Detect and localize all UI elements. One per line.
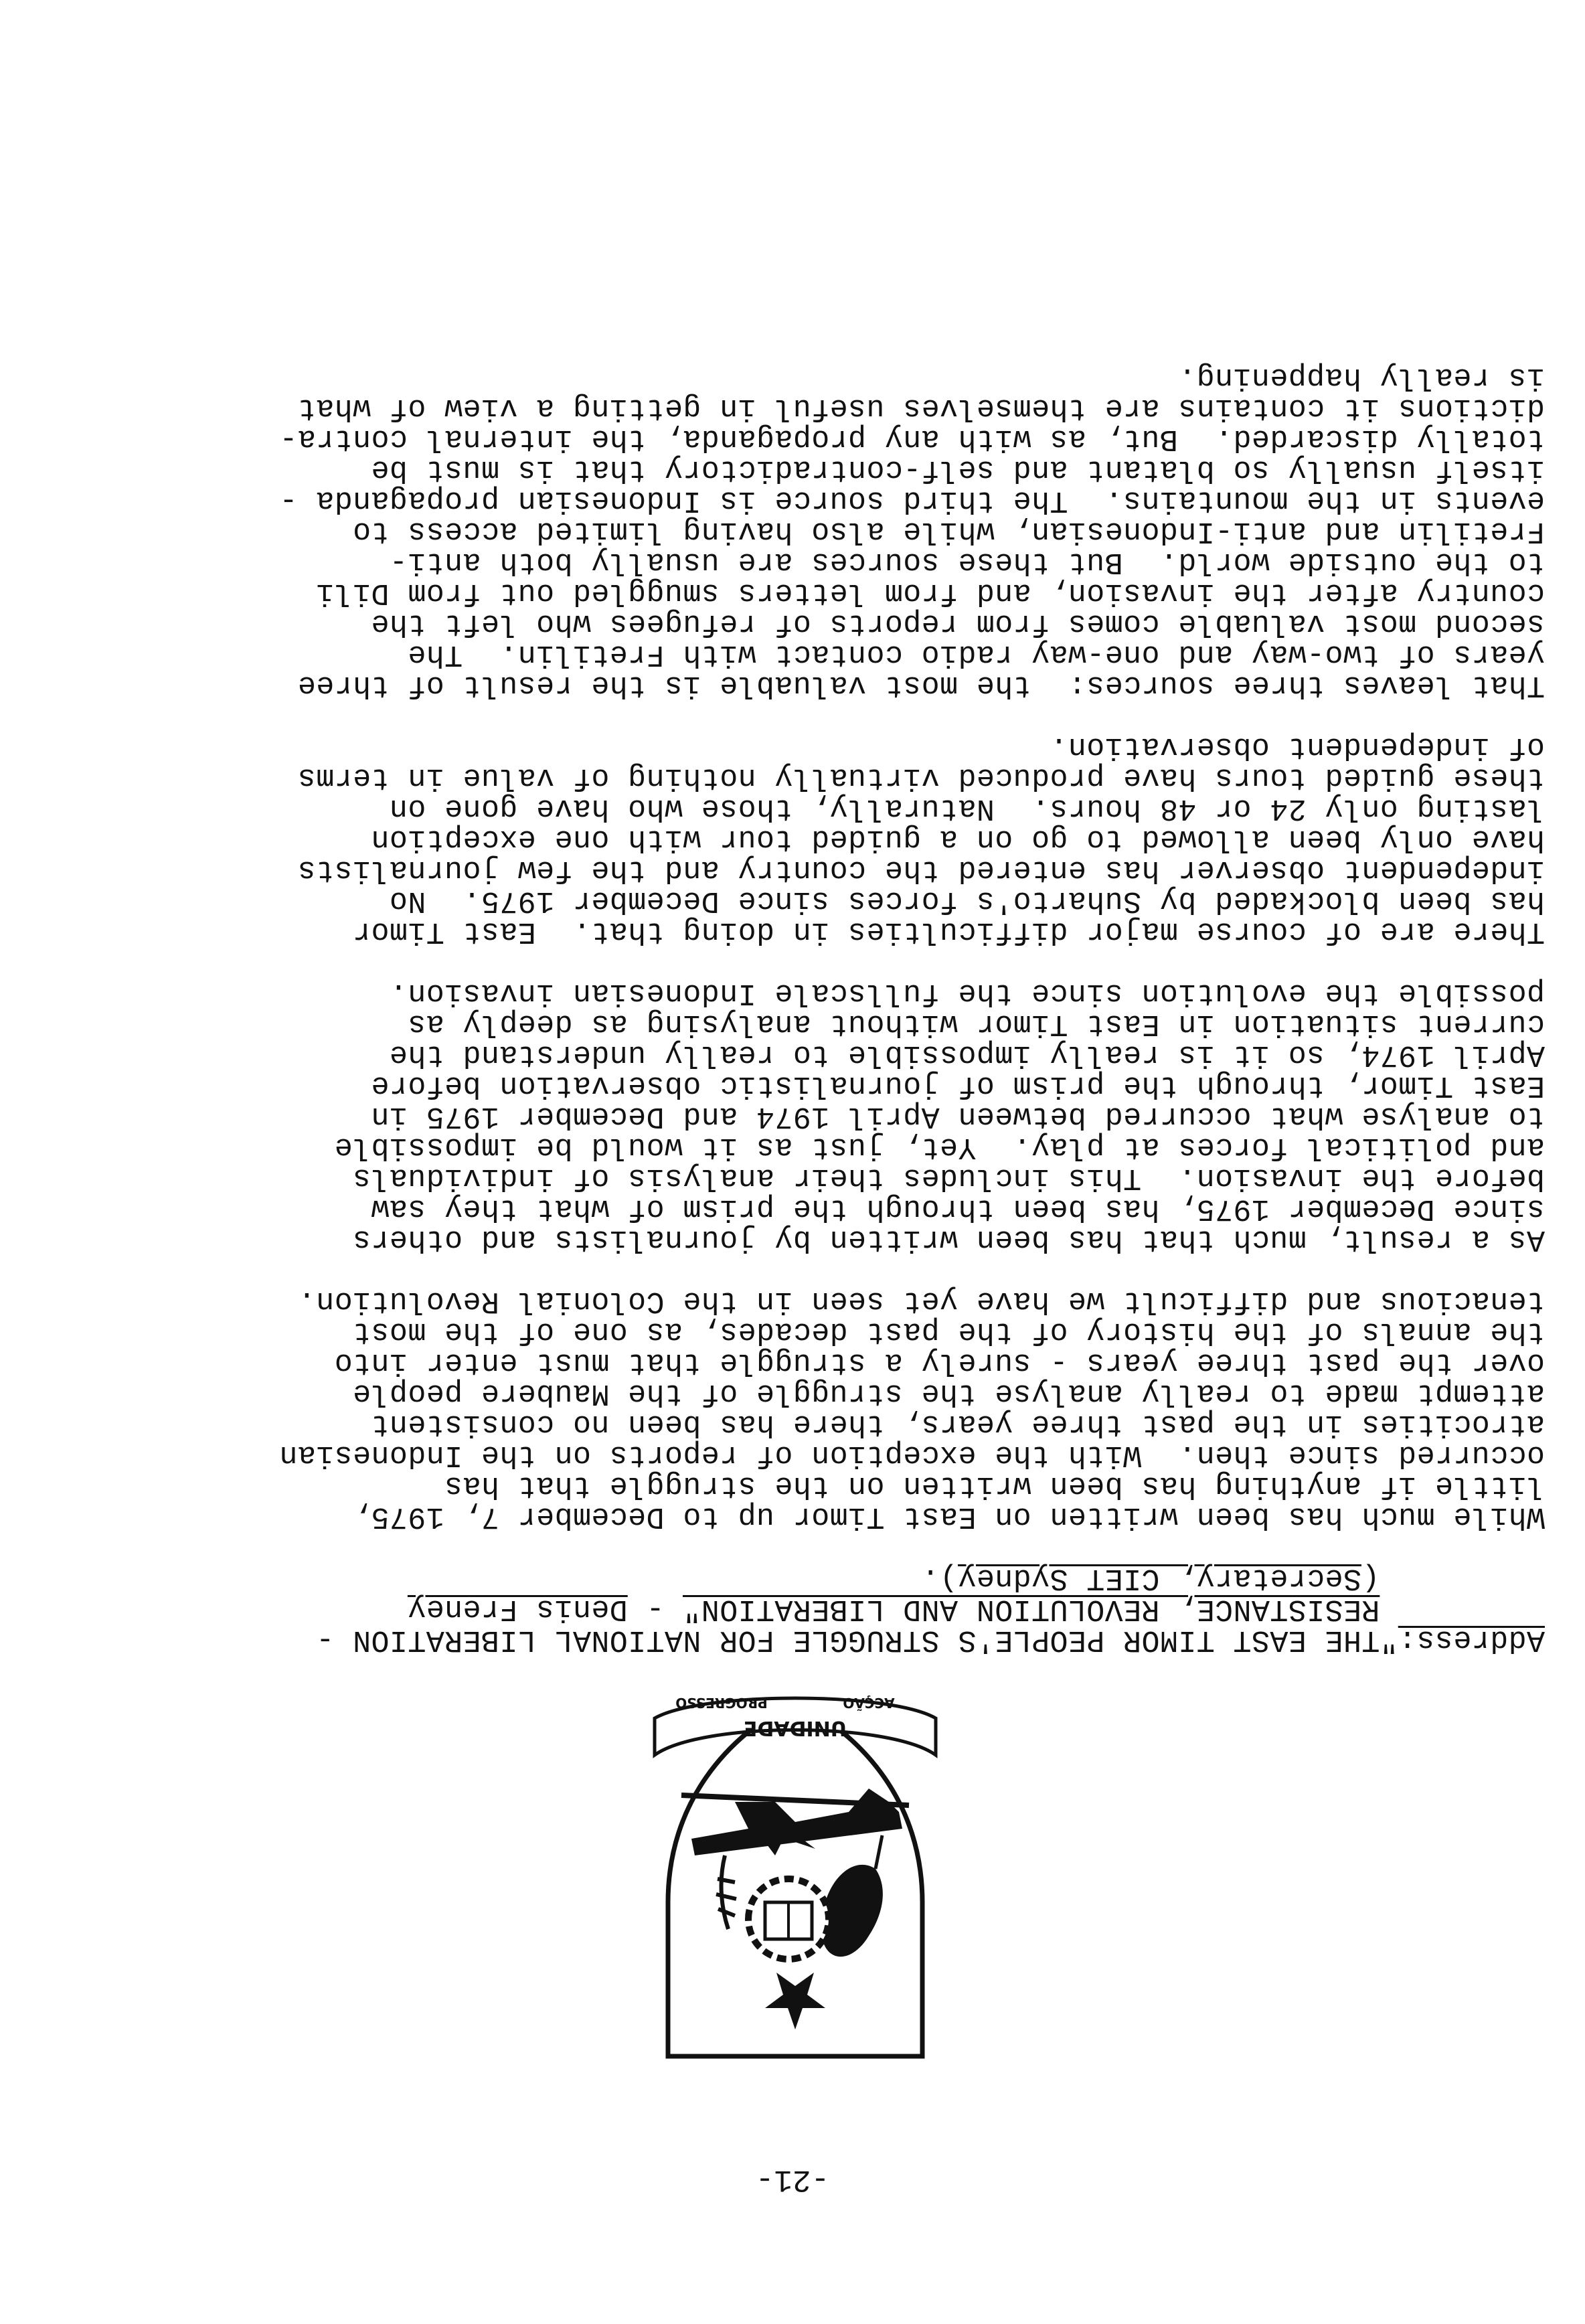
paragraph-line: since December 1975, has been through the prism of what they saw — [371, 1191, 1545, 1226]
address-line-1 — [39, 1624, 1545, 1655]
address-role: Secretary, CIET Sydney — [958, 1561, 1361, 1595]
emblem-shield-icon — [641, 1688, 949, 2070]
paragraph-line: As a result, much that has been written by journalists and others — [352, 1222, 1545, 1256]
paragraph-line: Fretilin and anti-Indonesian, while also having limited access to — [352, 514, 1545, 548]
paragraph-line: totally discarded. But, as with any propaganda, the internal contra- — [279, 422, 1545, 456]
paragraph-4 — [39, 361, 1545, 700]
paragraph-line: dictions it contains are themselves useful in getting a view of what — [297, 391, 1545, 425]
address-block — [39, 1562, 1545, 1655]
paragraph-line: itself usually so blatant and self-contradictory that is must be — [371, 452, 1545, 487]
address-line-2 — [39, 1593, 1545, 1624]
page-number: -21- — [755, 2162, 830, 2197]
paragraph-line: before the invasion. This includes their analysis of individuals — [352, 1161, 1545, 1195]
paragraph-line: occurred since then. With the exception of reports on the Indonesian — [279, 1438, 1545, 1472]
paragraph-line: over the past three years - surely a struggle that must enter into — [334, 1345, 1545, 1380]
address-dash: - — [627, 1592, 683, 1626]
paragraph-line: is really happening. — [1177, 360, 1545, 394]
address-title-part2: RESISTANCE, REVOLUTION AND LIBERATION" — [682, 1592, 1380, 1626]
paragraph-line: independent observer has entered the country and the few journalists — [297, 853, 1545, 887]
paragraph-1 — [39, 1285, 1545, 1531]
motto-acao: ACÇÃO — [843, 1695, 895, 1711]
fretilin-emblem — [641, 1688, 949, 2070]
paragraph-line: country after the invasion, and from letters smuggled out from Dili — [315, 576, 1545, 610]
paragraph-line: the annals of the history of the past decades, as one of the most — [352, 1315, 1545, 1349]
paragraph-line: April 1974, so it is really impossible to really understand the — [389, 1038, 1545, 1072]
motto-unidade: UNIDADE — [743, 1716, 847, 1740]
paragraph-line: possible the evolution since the fullscale Indonesian invasion. — [389, 976, 1545, 1010]
address-line-3 — [39, 1562, 1545, 1593]
address-title-part1: "THE EAST TIMOR PEOPLE'S STRUGGLE FOR NATIONAL LIBERATION - — [315, 1623, 1398, 1657]
address-role-prefix: ( — [1361, 1561, 1380, 1595]
paragraph-line: atrocities in the past three years, there has been no consistent — [371, 1407, 1545, 1441]
paragraph-line: little if anything has been written on the struggle that has — [444, 1469, 1545, 1503]
paragraph-line: have only been allowed to go on a guided tour with one exception — [371, 822, 1545, 856]
address-label: Address: — [1398, 1623, 1545, 1657]
paragraph-line: has been blockaded by Suharto's forces since December 1975. No — [389, 884, 1545, 918]
paragraph-line: of independent observation. — [1050, 730, 1545, 764]
paragraph-line: second most valuable comes from reports of refugees who left the — [371, 606, 1545, 641]
paragraph-line: That leaves three sources: the most valuable is the result of three — [297, 668, 1545, 702]
paragraph-2 — [39, 977, 1545, 1254]
paragraph-line: current situation in East Timor without analysing as deeply as — [407, 1007, 1545, 1041]
paragraph-line: years of two-way and one-way radio contact with Fretilin. The — [407, 637, 1545, 671]
paragraph-line: tenacious and difficult we have yet seen in the Colonial Revolution. — [297, 1284, 1545, 1318]
paragraph-line: events in the mountains. The third source is Indonesian propaganda - — [279, 483, 1545, 517]
paragraph-line: and political forces at play. Yet, just as it would be impossible — [334, 1130, 1545, 1164]
body-text — [39, 361, 1545, 1655]
paragraph-line: attempt made to really analyse the struggle of the Maubere people — [352, 1376, 1545, 1410]
motto-progresso: PROGRESSO — [675, 1695, 768, 1711]
paragraph-3 — [39, 731, 1545, 946]
paragraph-line: East Timor, through the prism of journalistic observation before — [371, 1068, 1545, 1102]
address-role-suffix: ). — [921, 1561, 958, 1595]
paragraph-line: While much has been written on East Timor up to December 7, 1975, — [352, 1499, 1545, 1533]
address-author: Denis Freney — [407, 1592, 628, 1626]
paragraph-line: these guided tours have produced virtually nothing of value in terms — [297, 760, 1545, 795]
paragraph-line: lasting only 24 or 48 hours. Naturally, those who have gone on — [389, 791, 1545, 825]
paragraph-line: to the outside world. But these sources are usually both anti- — [389, 545, 1545, 579]
paragraph-line: to analyse what occurred between April 1974 and December 1975 in — [371, 1099, 1545, 1133]
paragraph-line: There are of course major difficulties in doing that. East Timor — [352, 914, 1545, 948]
